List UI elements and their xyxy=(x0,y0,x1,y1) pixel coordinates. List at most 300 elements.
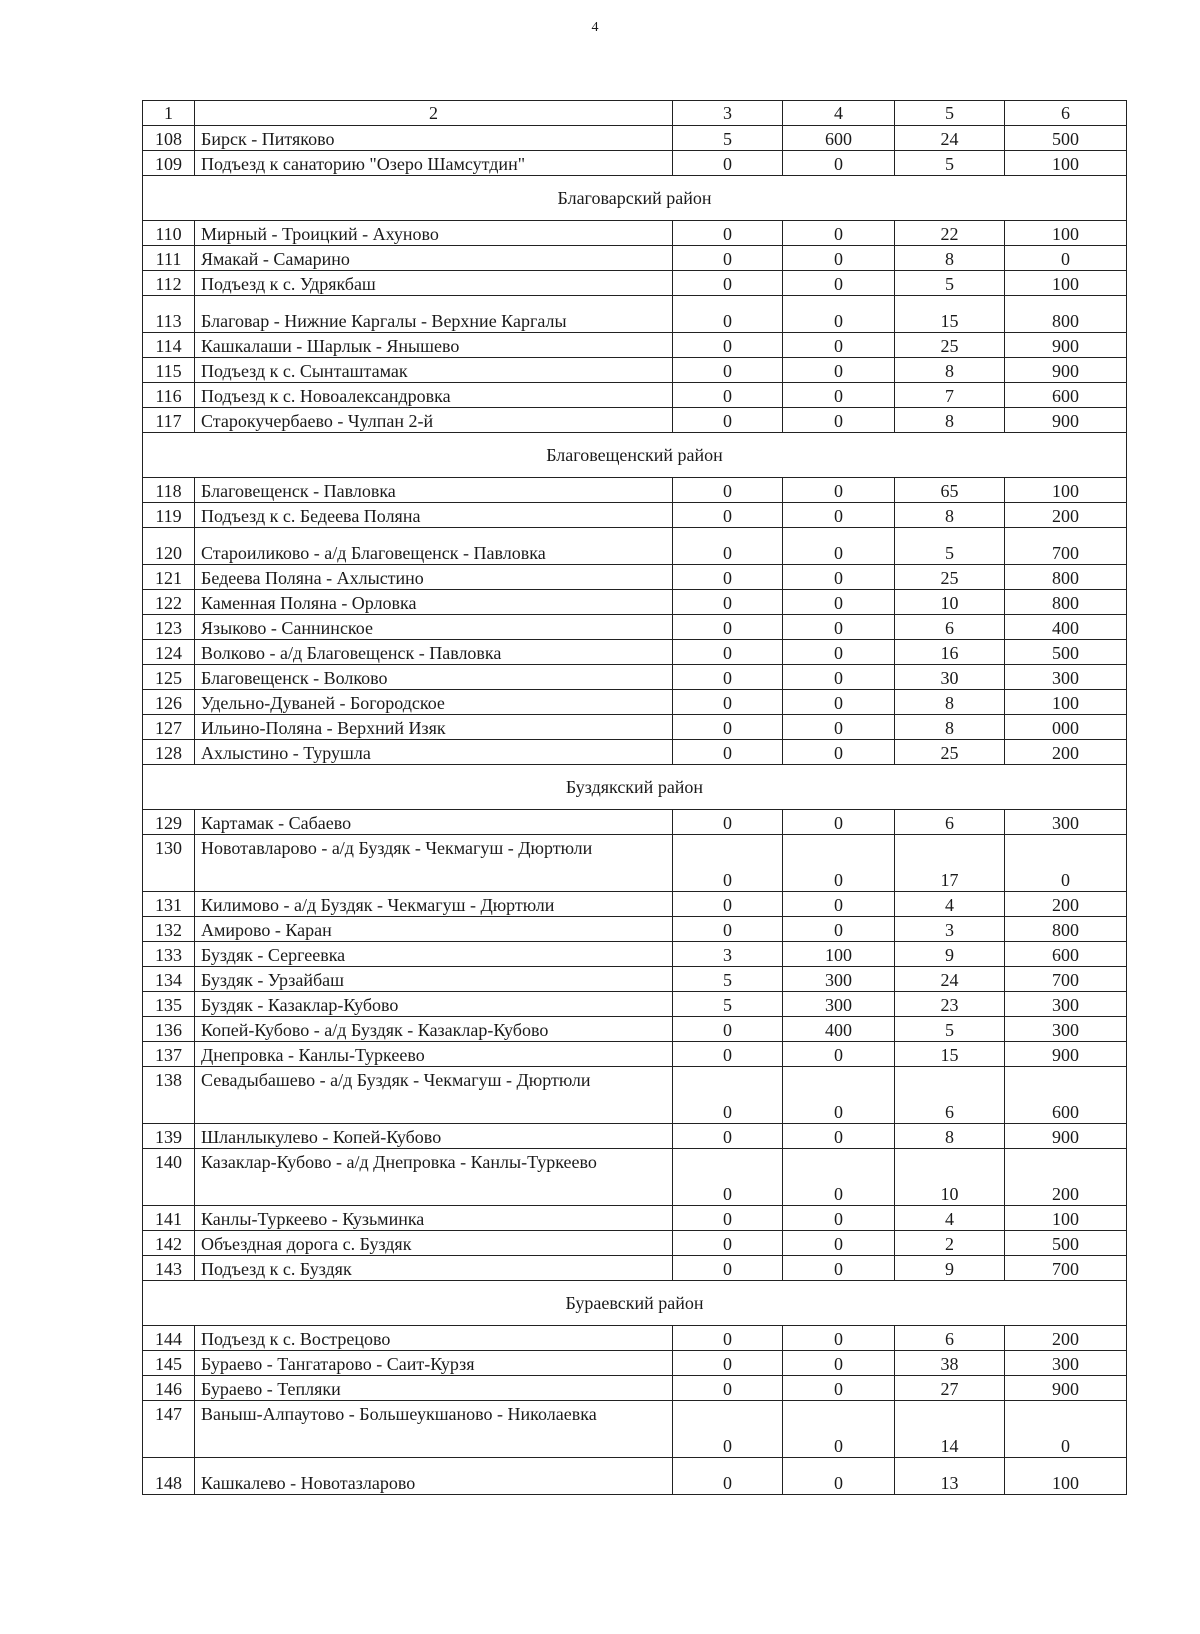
header-row xyxy=(143,101,1127,126)
row-number: 121 xyxy=(143,565,195,590)
row-number: 139 xyxy=(143,1124,195,1149)
table-row xyxy=(143,151,1127,176)
value-col-4: 300 xyxy=(783,992,895,1017)
table-row xyxy=(143,271,1127,296)
value-col-4: 0 xyxy=(783,590,895,615)
row-number: 129 xyxy=(143,810,195,835)
row-number: 132 xyxy=(143,917,195,942)
value-col-3: 0 xyxy=(673,590,783,615)
value-col-5: 24 xyxy=(895,126,1005,151)
row-number: 127 xyxy=(143,715,195,740)
table-row xyxy=(143,503,1127,528)
value-col-6: 200 xyxy=(1005,1149,1127,1206)
value-col-4: 0 xyxy=(783,565,895,590)
table-row xyxy=(143,690,1127,715)
table-row xyxy=(143,1067,1127,1124)
row-number: 136 xyxy=(143,1017,195,1042)
table-row xyxy=(143,1206,1127,1231)
road-name: Волково - а/д Благовещенск - Павловка xyxy=(195,640,673,665)
value-col-6: 700 xyxy=(1005,967,1127,992)
value-col-5: 22 xyxy=(895,221,1005,246)
road-name: Старокучербаево - Чулпан 2-й xyxy=(195,408,673,433)
road-name: Севадыбашево - а/д Буздяк - Чекмагуш - Дюртюли xyxy=(195,1067,673,1124)
value-col-5: 2 xyxy=(895,1231,1005,1256)
table-row xyxy=(143,1351,1127,1376)
road-name: Ильино-Поляна - Верхний Изяк xyxy=(195,715,673,740)
value-col-5: 8 xyxy=(895,408,1005,433)
table-row xyxy=(143,917,1127,942)
row-number: 145 xyxy=(143,1351,195,1376)
value-col-3: 0 xyxy=(673,1042,783,1067)
road-name: Шланлыкулево - Копей-Кубово xyxy=(195,1124,673,1149)
value-col-3: 0 xyxy=(673,246,783,271)
value-col-5: 5 xyxy=(895,528,1005,565)
value-col-5: 13 xyxy=(895,1458,1005,1495)
value-col-4: 0 xyxy=(783,503,895,528)
road-name: Амирово - Каран xyxy=(195,917,673,942)
district-name: Благоварский район xyxy=(143,176,1127,221)
road-name: Объездная дорога с. Буздяк xyxy=(195,1231,673,1256)
value-col-4: 0 xyxy=(783,1376,895,1401)
value-col-5: 6 xyxy=(895,1067,1005,1124)
value-col-4: 0 xyxy=(783,478,895,503)
row-number: 138 xyxy=(143,1067,195,1124)
table-row xyxy=(143,1376,1127,1401)
row-number: 142 xyxy=(143,1231,195,1256)
value-col-3: 5 xyxy=(673,992,783,1017)
value-col-4: 0 xyxy=(783,1042,895,1067)
row-number: 123 xyxy=(143,615,195,640)
row-number: 113 xyxy=(143,296,195,333)
table-row xyxy=(143,1256,1127,1281)
value-col-4: 0 xyxy=(783,1067,895,1124)
row-number: 130 xyxy=(143,835,195,892)
value-col-4: 0 xyxy=(783,358,895,383)
row-number: 120 xyxy=(143,528,195,565)
value-col-5: 15 xyxy=(895,296,1005,333)
table-row xyxy=(143,478,1127,503)
value-col-3: 0 xyxy=(673,333,783,358)
value-col-4: 0 xyxy=(783,740,895,765)
row-number: 128 xyxy=(143,740,195,765)
value-col-5: 3 xyxy=(895,917,1005,942)
header-cell-6: 6 xyxy=(1005,101,1127,126)
value-col-4: 0 xyxy=(783,271,895,296)
value-col-4: 0 xyxy=(783,383,895,408)
value-col-6: 900 xyxy=(1005,333,1127,358)
value-col-6: 900 xyxy=(1005,1376,1127,1401)
value-col-5: 5 xyxy=(895,271,1005,296)
row-number: 116 xyxy=(143,383,195,408)
value-col-3: 0 xyxy=(673,1206,783,1231)
table-row xyxy=(143,992,1127,1017)
value-col-6: 300 xyxy=(1005,810,1127,835)
row-number: 125 xyxy=(143,665,195,690)
road-name: Благовещенск - Волково xyxy=(195,665,673,690)
table-row xyxy=(143,408,1127,433)
table-row xyxy=(143,1149,1127,1206)
row-number: 148 xyxy=(143,1458,195,1495)
row-number: 119 xyxy=(143,503,195,528)
table-row xyxy=(143,1401,1127,1458)
value-col-6: 200 xyxy=(1005,892,1127,917)
row-number: 112 xyxy=(143,271,195,296)
row-number: 143 xyxy=(143,1256,195,1281)
header-cell-1: 1 xyxy=(143,101,195,126)
value-col-4: 0 xyxy=(783,221,895,246)
value-col-4: 0 xyxy=(783,296,895,333)
value-col-3: 0 xyxy=(673,690,783,715)
page-number: 4 xyxy=(591,20,599,35)
value-col-5: 4 xyxy=(895,1206,1005,1231)
district-header-row xyxy=(143,1281,1127,1326)
value-col-3: 0 xyxy=(673,640,783,665)
value-col-6: 700 xyxy=(1005,528,1127,565)
value-col-5: 25 xyxy=(895,740,1005,765)
value-col-3: 0 xyxy=(673,358,783,383)
table-row xyxy=(143,892,1127,917)
district-header-row xyxy=(143,433,1127,478)
value-col-6: 100 xyxy=(1005,271,1127,296)
value-col-5: 8 xyxy=(895,690,1005,715)
value-col-5: 9 xyxy=(895,1256,1005,1281)
value-col-4: 0 xyxy=(783,408,895,433)
row-number: 146 xyxy=(143,1376,195,1401)
table-row xyxy=(143,615,1127,640)
value-col-4: 0 xyxy=(783,810,895,835)
road-name: Подъезд к с. Буздяк xyxy=(195,1256,673,1281)
value-col-3: 0 xyxy=(673,1401,783,1458)
road-name: Кашкалево - Новотазларово xyxy=(195,1458,673,1495)
road-name: Подъезд к с. Сынташтамак xyxy=(195,358,673,383)
value-col-5: 5 xyxy=(895,151,1005,176)
row-number: 141 xyxy=(143,1206,195,1231)
value-col-6: 300 xyxy=(1005,665,1127,690)
value-col-3: 0 xyxy=(673,271,783,296)
value-col-4: 0 xyxy=(783,1256,895,1281)
row-number: 135 xyxy=(143,992,195,1017)
value-col-4: 0 xyxy=(783,640,895,665)
value-col-3: 5 xyxy=(673,967,783,992)
row-number: 140 xyxy=(143,1149,195,1206)
header-cell-2: 2 xyxy=(195,101,673,126)
value-col-6: 500 xyxy=(1005,126,1127,151)
value-col-3: 0 xyxy=(673,151,783,176)
value-col-5: 30 xyxy=(895,665,1005,690)
value-col-5: 4 xyxy=(895,892,1005,917)
value-col-4: 0 xyxy=(783,1401,895,1458)
road-name: Днепровка - Канлы-Туркеево xyxy=(195,1042,673,1067)
value-col-3: 0 xyxy=(673,503,783,528)
value-col-4: 0 xyxy=(783,715,895,740)
road-name: Бирск - Питяково xyxy=(195,126,673,151)
value-col-5: 23 xyxy=(895,992,1005,1017)
value-col-5: 8 xyxy=(895,358,1005,383)
row-number: 147 xyxy=(143,1401,195,1458)
road-name: Кашкалаши - Шарлык - Янышево xyxy=(195,333,673,358)
header-cell-3: 3 xyxy=(673,101,783,126)
table-row xyxy=(143,221,1127,246)
row-number: 114 xyxy=(143,333,195,358)
value-col-5: 25 xyxy=(895,565,1005,590)
value-col-3: 0 xyxy=(673,1256,783,1281)
value-col-3: 0 xyxy=(673,221,783,246)
value-col-4: 0 xyxy=(783,151,895,176)
road-name: Буздяк - Сергеевка xyxy=(195,942,673,967)
value-col-5: 8 xyxy=(895,715,1005,740)
road-name: Подъезд к с. Новоалександровка xyxy=(195,383,673,408)
value-col-3: 0 xyxy=(673,665,783,690)
table-row xyxy=(143,528,1127,565)
value-col-6: 0 xyxy=(1005,246,1127,271)
value-col-5: 25 xyxy=(895,333,1005,358)
value-col-4: 0 xyxy=(783,892,895,917)
road-name: Каменная Поляна - Орловка xyxy=(195,590,673,615)
value-col-5: 15 xyxy=(895,1042,1005,1067)
road-name: Бураево - Тангатарово - Саит-Курзя xyxy=(195,1351,673,1376)
value-col-4: 100 xyxy=(783,942,895,967)
value-col-4: 0 xyxy=(783,917,895,942)
value-col-6: 200 xyxy=(1005,740,1127,765)
value-col-6: 600 xyxy=(1005,383,1127,408)
roads-table xyxy=(142,100,1127,1495)
table-row xyxy=(143,835,1127,892)
value-col-3: 3 xyxy=(673,942,783,967)
road-name: Ваныш-Алпаутово - Большеукшаново - Николаевка xyxy=(195,1401,673,1458)
road-name: Казаклар-Кубово - а/д Днепровка - Канлы-Туркеево xyxy=(195,1149,673,1206)
value-col-3: 0 xyxy=(673,1067,783,1124)
value-col-3: 5 xyxy=(673,126,783,151)
value-col-3: 0 xyxy=(673,810,783,835)
row-number: 115 xyxy=(143,358,195,383)
value-col-5: 6 xyxy=(895,810,1005,835)
road-name: Бураево - Тепляки xyxy=(195,1376,673,1401)
table-row xyxy=(143,1231,1127,1256)
value-col-3: 0 xyxy=(673,715,783,740)
road-name: Копей-Кубово - а/д Буздяк - Казаклар-Кубово xyxy=(195,1017,673,1042)
table-row xyxy=(143,665,1127,690)
value-col-5: 16 xyxy=(895,640,1005,665)
value-col-4: 0 xyxy=(783,246,895,271)
value-col-3: 0 xyxy=(673,1124,783,1149)
value-col-6: 100 xyxy=(1005,1206,1127,1231)
road-name: Ямакай - Самарино xyxy=(195,246,673,271)
road-name: Подъезд к с. Вострецово xyxy=(195,1326,673,1351)
value-col-6: 500 xyxy=(1005,640,1127,665)
value-col-4: 0 xyxy=(783,690,895,715)
value-col-5: 8 xyxy=(895,503,1005,528)
value-col-6: 100 xyxy=(1005,1458,1127,1495)
value-col-6: 900 xyxy=(1005,408,1127,433)
row-number: 118 xyxy=(143,478,195,503)
value-col-4: 400 xyxy=(783,1017,895,1042)
value-col-6: 300 xyxy=(1005,1351,1127,1376)
table-row xyxy=(143,296,1127,333)
value-col-6: 200 xyxy=(1005,503,1127,528)
value-col-6: 300 xyxy=(1005,1017,1127,1042)
road-name: Подъезд к с. Удрякбаш xyxy=(195,271,673,296)
road-name: Новотавларово - а/д Буздяк - Чекмагуш - Дюртюли xyxy=(195,835,673,892)
table-row xyxy=(143,1017,1127,1042)
value-col-6: 100 xyxy=(1005,151,1127,176)
value-col-3: 0 xyxy=(673,917,783,942)
row-number: 133 xyxy=(143,942,195,967)
value-col-5: 10 xyxy=(895,590,1005,615)
row-number: 137 xyxy=(143,1042,195,1067)
road-name: Благовещенск - Павловка xyxy=(195,478,673,503)
value-col-6: 100 xyxy=(1005,221,1127,246)
value-col-3: 0 xyxy=(673,835,783,892)
value-col-6: 100 xyxy=(1005,690,1127,715)
table-row xyxy=(143,246,1127,271)
value-col-6: 800 xyxy=(1005,565,1127,590)
value-col-4: 300 xyxy=(783,967,895,992)
value-col-4: 0 xyxy=(783,528,895,565)
row-number: 109 xyxy=(143,151,195,176)
road-name: Ахлыстино - Турушла xyxy=(195,740,673,765)
row-number: 144 xyxy=(143,1326,195,1351)
value-col-5: 10 xyxy=(895,1149,1005,1206)
road-name: Килимово - а/д Буздяк - Чекмагуш - Дюртюли xyxy=(195,892,673,917)
value-col-5: 9 xyxy=(895,942,1005,967)
value-col-4: 0 xyxy=(783,615,895,640)
value-col-5: 65 xyxy=(895,478,1005,503)
table-row xyxy=(143,590,1127,615)
row-number: 134 xyxy=(143,967,195,992)
value-col-3: 0 xyxy=(673,1231,783,1256)
header-cell-5: 5 xyxy=(895,101,1005,126)
value-col-6: 500 xyxy=(1005,1231,1127,1256)
road-name: Языково - Саннинское xyxy=(195,615,673,640)
road-name: Староиликово - а/д Благовещенск - Павловка xyxy=(195,528,673,565)
value-col-3: 0 xyxy=(673,1149,783,1206)
value-col-5: 27 xyxy=(895,1376,1005,1401)
value-col-5: 14 xyxy=(895,1401,1005,1458)
value-col-3: 0 xyxy=(673,740,783,765)
value-col-3: 0 xyxy=(673,408,783,433)
value-col-6: 800 xyxy=(1005,917,1127,942)
value-col-4: 0 xyxy=(783,333,895,358)
value-col-4: 0 xyxy=(783,1326,895,1351)
table-row xyxy=(143,740,1127,765)
value-col-6: 900 xyxy=(1005,1042,1127,1067)
table-row xyxy=(143,1124,1127,1149)
table-row xyxy=(143,967,1127,992)
value-col-6: 800 xyxy=(1005,590,1127,615)
district-name: Буздякский район xyxy=(143,765,1127,810)
road-name: Буздяк - Казаклар-Кубово xyxy=(195,992,673,1017)
table-row xyxy=(143,383,1127,408)
value-col-6: 900 xyxy=(1005,358,1127,383)
road-name: Подъезд к с. Бедеева Поляна xyxy=(195,503,673,528)
value-col-3: 0 xyxy=(673,1458,783,1495)
district-name: Бураевский район xyxy=(143,1281,1127,1326)
value-col-5: 24 xyxy=(895,967,1005,992)
road-name: Удельно-Дуваней - Богородское xyxy=(195,690,673,715)
row-number: 117 xyxy=(143,408,195,433)
road-name: Картамак - Сабаево xyxy=(195,810,673,835)
value-col-3: 0 xyxy=(673,1326,783,1351)
row-number: 111 xyxy=(143,246,195,271)
road-name: Мирный - Троицкий - Ахуново xyxy=(195,221,673,246)
value-col-3: 0 xyxy=(673,1351,783,1376)
value-col-4: 0 xyxy=(783,1206,895,1231)
value-col-3: 0 xyxy=(673,1376,783,1401)
value-col-6: 100 xyxy=(1005,478,1127,503)
value-col-3: 0 xyxy=(673,528,783,565)
value-col-3: 0 xyxy=(673,565,783,590)
value-col-6: 400 xyxy=(1005,615,1127,640)
table-row xyxy=(143,358,1127,383)
value-col-3: 0 xyxy=(673,478,783,503)
row-number: 108 xyxy=(143,126,195,151)
value-col-6: 300 xyxy=(1005,992,1127,1017)
table-row xyxy=(143,715,1127,740)
table-row xyxy=(143,565,1127,590)
value-col-3: 0 xyxy=(673,1017,783,1042)
header-cell-4: 4 xyxy=(783,101,895,126)
row-number: 122 xyxy=(143,590,195,615)
road-name: Буздяк - Урзайбаш xyxy=(195,967,673,992)
value-col-4: 0 xyxy=(783,1458,895,1495)
table-row xyxy=(143,333,1127,358)
value-col-5: 6 xyxy=(895,615,1005,640)
row-number: 110 xyxy=(143,221,195,246)
value-col-4: 0 xyxy=(783,1124,895,1149)
value-col-4: 600 xyxy=(783,126,895,151)
table-row xyxy=(143,1326,1127,1351)
value-col-6: 600 xyxy=(1005,942,1127,967)
value-col-5: 6 xyxy=(895,1326,1005,1351)
value-col-4: 0 xyxy=(783,665,895,690)
value-col-5: 8 xyxy=(895,246,1005,271)
value-col-6: 800 xyxy=(1005,296,1127,333)
district-name: Благовещенский район xyxy=(143,433,1127,478)
table-row xyxy=(143,810,1127,835)
table-body xyxy=(143,101,1127,1495)
value-col-4: 0 xyxy=(783,1231,895,1256)
row-number: 126 xyxy=(143,690,195,715)
value-col-3: 0 xyxy=(673,615,783,640)
table-row xyxy=(143,942,1127,967)
value-col-4: 0 xyxy=(783,1351,895,1376)
road-name: Подъезд к санаторию "Озеро Шамсутдин" xyxy=(195,151,673,176)
road-name: Благовар - Нижние Каргалы - Верхние Каргалы xyxy=(195,296,673,333)
table-row xyxy=(143,1458,1127,1495)
value-col-4: 0 xyxy=(783,1149,895,1206)
value-col-3: 0 xyxy=(673,383,783,408)
value-col-5: 38 xyxy=(895,1351,1005,1376)
district-header-row xyxy=(143,765,1127,810)
road-name: Канлы-Туркеево - Кузьминка xyxy=(195,1206,673,1231)
row-number: 131 xyxy=(143,892,195,917)
table-row xyxy=(143,1042,1127,1067)
value-col-3: 0 xyxy=(673,296,783,333)
value-col-5: 17 xyxy=(895,835,1005,892)
district-header-row xyxy=(143,176,1127,221)
value-col-6: 000 xyxy=(1005,715,1127,740)
value-col-5: 8 xyxy=(895,1124,1005,1149)
value-col-6: 200 xyxy=(1005,1326,1127,1351)
value-col-6: 0 xyxy=(1005,1401,1127,1458)
value-col-3: 0 xyxy=(673,892,783,917)
value-col-6: 0 xyxy=(1005,835,1127,892)
value-col-5: 5 xyxy=(895,1017,1005,1042)
road-name: Бедеева Поляна - Ахлыстино xyxy=(195,565,673,590)
value-col-5: 7 xyxy=(895,383,1005,408)
value-col-6: 600 xyxy=(1005,1067,1127,1124)
value-col-6: 900 xyxy=(1005,1124,1127,1149)
